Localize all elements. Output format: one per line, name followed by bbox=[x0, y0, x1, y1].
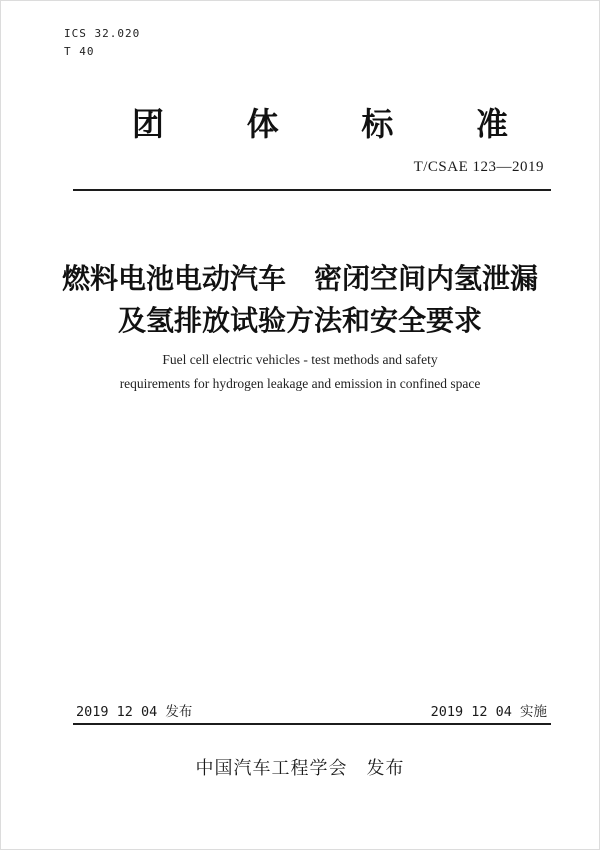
doc-type-title bbox=[132, 104, 508, 144]
title-en bbox=[1, 348, 599, 396]
doc-type-char: 准 bbox=[475, 106, 508, 142]
classification-code: T 40 bbox=[64, 45, 95, 58]
title-cn-line2: 及氢排放试验方法和安全要求 bbox=[117, 305, 482, 336]
publisher-line: 中国汽车工程学会 发布 bbox=[195, 758, 405, 778]
title-cn bbox=[1, 258, 599, 342]
title-en-line1: Fuel cell electric vehicles - test methods and safety bbox=[162, 352, 438, 367]
ics-code: ICS 32.020 bbox=[64, 27, 141, 40]
title-cn-line1: 燃料电池电动汽车 密闭空间内氢泄漏 bbox=[61, 263, 538, 294]
doc-type-char: 体 bbox=[246, 106, 279, 142]
issue-date: 2019 12 04 发布 bbox=[76, 704, 193, 720]
footer-rule bbox=[73, 723, 551, 725]
implement-date: 2019 12 04 实施 bbox=[430, 704, 547, 720]
standard-number: T/CSAE 123—2019 bbox=[413, 159, 544, 175]
header-rule bbox=[73, 189, 551, 191]
title-en-line2: requirements for hydrogen leakage and emission in confined space bbox=[119, 376, 481, 391]
doc-type-char: 团 bbox=[132, 106, 165, 142]
doc-type-char: 标 bbox=[361, 106, 394, 142]
footer-dates bbox=[76, 700, 547, 720]
ics-block bbox=[64, 25, 140, 61]
